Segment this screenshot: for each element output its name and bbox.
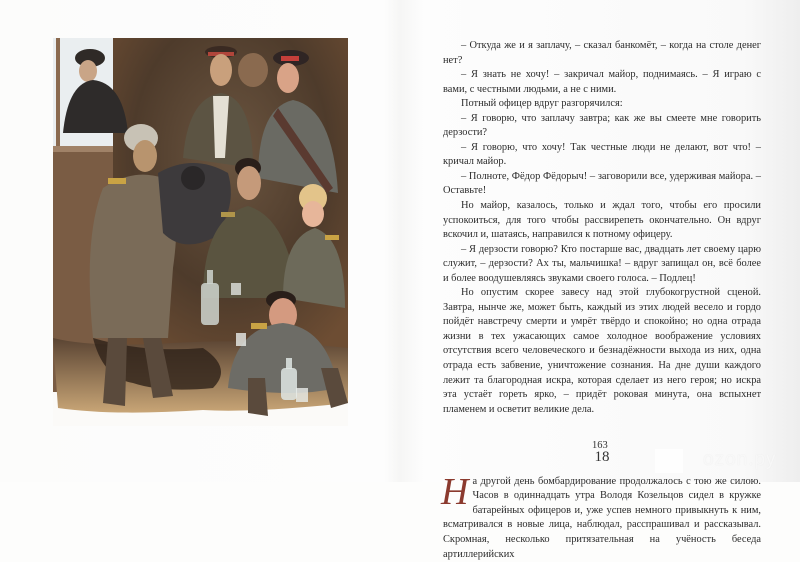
chapter-number: 18 (594, 449, 610, 466)
illustration-officers-card-game (53, 38, 348, 426)
chapter-opening-text: а другой день бомбардирование продолжалось с тою же силою. Часов в одиннадцать утра Володя Козельцов сидел в кружке батарейных офицеров и, уже успев немного привыкнуть к ним, всматривался в новые лица, наблюдал, расспрашивал и рассказывал. Скромная, несколько притязательная на учёность беседа артиллерийских (443, 475, 761, 560)
watercolor-illustration (53, 38, 348, 426)
drop-cap: Н (441, 470, 469, 513)
paragraph: Но майор, казалось, только и ждал того, чтобы его просили успокоиться, для того чтобы рассвирепеть окончательно. Он вдруг вскочил и, шатаясь, направился к потному офицеру. (443, 200, 761, 241)
paragraph: Потный офицер вдруг разгорячился: (461, 98, 623, 110)
watermark-text: ozon.ру (703, 449, 777, 470)
watermark (655, 449, 785, 473)
watermark-logo-icon (655, 449, 683, 473)
paragraph: – Я говорю, что хочу! Так честные люди не делают, вот что! – кричал майор. (443, 141, 761, 168)
paragraph: – Я говорю, что заплачу завтра; как же вы смеете мне говорить дерзости? (443, 112, 761, 139)
paragraph: Но опустим скорее завесу над этой глубокогрустной сценой. Завтра, нынче же, может быть, каждый из этих людей весело и гордо пойдёт навстречу смерти и умрёт твёрдо и спокойно; но одна отрада жизни в тех ужасающих самое холодное воображение условиях отсутствия всего человеческого и безнадёжности выхода из них, одна отрада есть забвение, уничтожение сознания. На дне души каждого лежит та благородная искра, которая сделает из него героя; но искра эта устаёт гореть ярко, – придёт роковая минута, она вспыхнет пламенем и осветит великие дела. (443, 287, 761, 415)
paragraph: – Полноте, Фёдор Фёдорыч! – заговорили все, удерживая майора. – Оставьте! (443, 170, 761, 197)
paragraph: – Я дерзости говорю? Кто постарше вас, двадцать лет своему царю служит, – дерзости? Ах ты, мальчишка! – вдруг запищал он, всё более и более воодушевляясь звуками своего голоса. – Подлец! (443, 243, 761, 284)
chapter-opening-paragraph (441, 470, 761, 562)
page-number: 163 (592, 440, 608, 451)
paragraph: – Откуда же и я заплачу, – сказал банкомёт, – когда на столе денег нет? (443, 40, 761, 66)
text-column (443, 39, 761, 562)
paragraph: – Я знать не хочу! – закричал майор, поднимаясь. – Я играю с вами, с честными людьми, а не с ними. (443, 69, 761, 95)
